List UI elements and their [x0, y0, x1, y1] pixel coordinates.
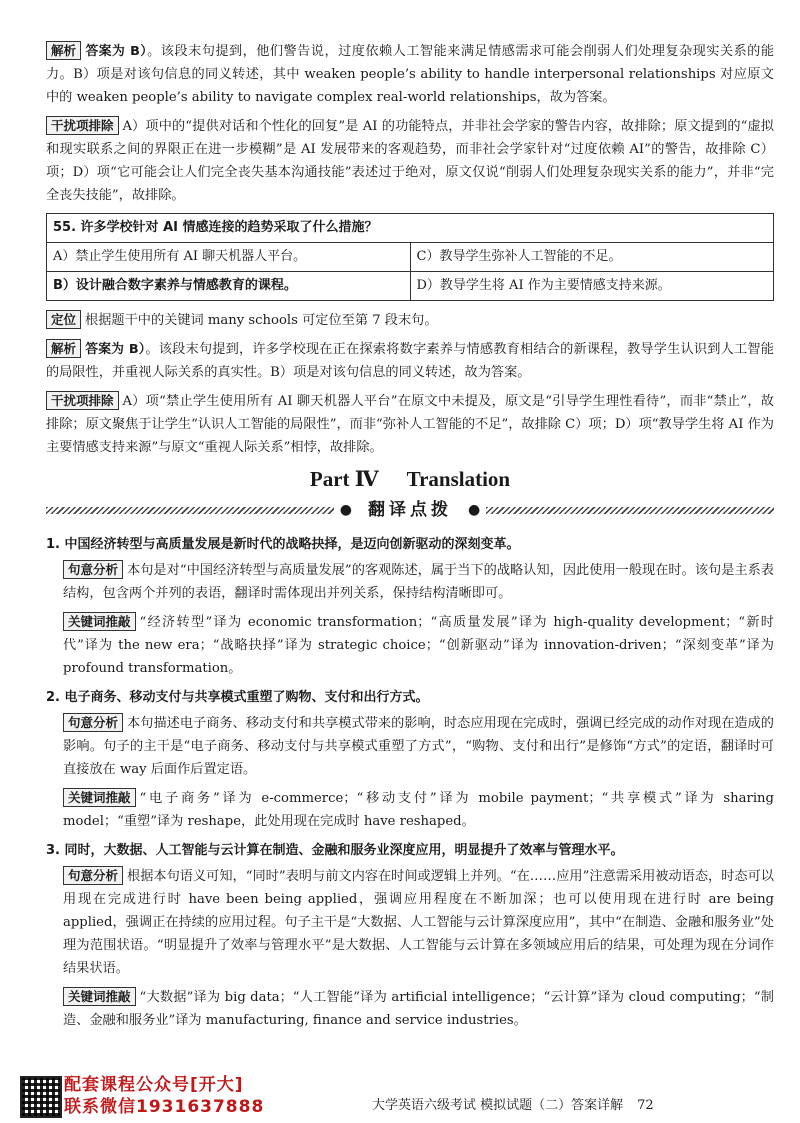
distractor-text: A）项“禁止学生使用所有 AI 聊天机器人平台”在原文中未提及，原文是“引导学生理性看待”，而非“禁止”，故排除；原文聚焦于让学生“认识人工智能的局限性”，而非“弥补人工智能的不足”，故排除 C）项；D）项“教导学生将 AI 作为主要情感支持来源”与原文“重视人际关系”相悖，故排除。 — [46, 394, 774, 455]
locate-text: 根据题干中的关键词 many schools 可定位至第 7 段末句。 — [85, 313, 438, 328]
question-55-table — [46, 213, 774, 301]
divider-stripe-right — [486, 507, 774, 514]
locate-tag: 定位 — [46, 310, 81, 329]
part-title: Translation — [406, 467, 511, 491]
q55-locate — [46, 309, 774, 332]
bullet-icon: ● — [468, 501, 481, 518]
question-55-stem: 55. 许多学校针对 AI 情感连接的趋势采取了什么措施？ — [47, 214, 774, 243]
item-keywords — [46, 986, 774, 1032]
promo-watermark-line2: 联系微信1931637888 — [64, 1097, 265, 1117]
keywords-tag: 关键词推敲 — [63, 788, 136, 807]
section-divider — [46, 497, 774, 523]
divider-stripe-left — [46, 507, 334, 514]
keywords-text: “大数据”译为 big data；“人工智能”译为 artificial intelligence；“云计算”译为 cloud computing；“制造、金融和服务业”译为 manufacturing, finance and service industries。 — [63, 990, 774, 1028]
option-d: D）教导学生将 AI 作为主要情感支持来源。 — [410, 272, 774, 301]
qr-code-icon — [20, 1076, 62, 1118]
promo-watermark-line1: 配套课程公众号[开大] — [64, 1075, 244, 1095]
q54-analysis — [46, 40, 774, 109]
keywords-text: “电子商务”译为 e-commerce；“移动支付”译为 mobile payment；“共享模式”译为 sharing model；“重塑”译为 reshape，此处用现在完成时 have reshaped。 — [63, 791, 774, 829]
analysis-text: 本句是对“中国经济转型与高质量发展”的客观陈述，属于当下的战略认知，因此使用一般现在时。该句是主系表结构，包含两个并列的表语，翻译时需体现出并列关系，保持结构清晰即可。 — [63, 563, 774, 601]
running-title: 大学英语六级考试 模拟试题（二）答案详解 — [372, 1098, 624, 1113]
answer-text: 答案为 B） — [85, 342, 146, 357]
part-label: Part Ⅳ — [309, 467, 379, 491]
bullet-icon: ● — [339, 501, 352, 518]
section-title: 翻译点拨 — [368, 499, 452, 520]
item-analysis — [46, 712, 774, 781]
keywords-tag: 关键词推敲 — [63, 612, 136, 631]
item-title: 2. 电子商务、移动支付与共享模式重塑了购物、支付和出行方式。 — [46, 690, 429, 705]
item-title: 3. 同时，大数据、人工智能与云计算在制造、金融和服务业深度应用，明显提升了效率与管理水平。 — [46, 843, 624, 858]
item-analysis — [46, 865, 774, 980]
keywords-text: “经济转型”译为 economic transformation；“高质量发展”译为 high-quality development；“新时代”译为 the new era；“战略抉择”译为 strategic choice；“创新驱动”译为 innovation-driven；“深刻变革”译为 profound transformation。 — [63, 615, 774, 676]
page-footer — [0, 1066, 800, 1123]
analysis-tag: 解析 — [46, 41, 81, 60]
analysis-tag: 解析 — [46, 339, 81, 358]
answer-text: 答案为 B） — [85, 44, 148, 59]
item-title: 1. 中国经济转型与高质量发展是新时代的战略抉择，是迈向创新驱动的深刻变革。 — [46, 537, 520, 552]
running-footer — [372, 1094, 654, 1117]
keywords-tag: 关键词推敲 — [63, 987, 136, 1006]
q54-distractor — [46, 115, 774, 207]
part-heading — [46, 465, 774, 493]
item-analysis — [46, 559, 774, 605]
page-number: 72 — [637, 1098, 654, 1113]
q55-distractor — [46, 390, 774, 459]
distractor-text: A）项中的“提供对话和个性化的回复”是 AI 的功能特点，并非社会学家的警告内容，故排除；原文提到的“虚拟和现实联系之间的界限正在进一步模糊”是 AI 发展带来的客观趋势，而非社会学家针对“过度依赖 AI”的警告，故排除 C）项；D）项“它可能会让人们完全丧失基本沟通技能”表述过于绝对，原文仅说“削弱人们处理复杂现实关系的能力”，并非“完全丧失技能”，故排除。 — [46, 119, 774, 203]
sentence-analysis-tag: 句意分析 — [63, 560, 123, 579]
analysis-text: 。该段末句提到，他们警告说，过度依赖人工智能来满足情感需求可能会削弱人们处理复杂现实关系的能力。B）项是对该句信息的同义转述，其中 weaken people’s ability to handle interpersonal relationships 对应原文中的 weaken people’s ability to navigate complex real-world relationships，故为答案。 — [46, 44, 775, 105]
analysis-text: 根据本句语义可知，“同时”表明与前文内容在时间或逻辑上并列。“在……应用”注意需采用被动语态，时态可以用现在完成进行时 have been being applied，强调应用程度在不断加深；也可以使用现在进行时 are being applied，强调正在持续的应用过程。句子主干是“大数据、人工智能与云计算深度应用”，其中“在制造、金融和服务业”处理为范围状语。“明显提升了效率与管理水平”是大数据、人工智能与云计算在多领域应用后的结果，可处理为现在分词作结果状语。 — [63, 869, 774, 976]
translation-item-1 — [46, 533, 774, 680]
option-c: C）教导学生弥补人工智能的不足。 — [410, 243, 774, 272]
translation-item-2 — [46, 686, 774, 833]
sentence-analysis-tag: 句意分析 — [63, 866, 123, 885]
document-page — [46, 40, 774, 1038]
option-b-correct: B）设计融合数字素养与情感教育的课程。 — [47, 272, 411, 301]
distractor-tag: 干扰项排除 — [46, 391, 119, 410]
analysis-text: 。该段末句提到，许多学校现在正在探索将数字素养与情感教育相结合的新课程，教导学生认识到人工智能的局限性，并重视人际关系的真实性。B）项是对该句信息的同义转述，故为答案。 — [46, 342, 774, 380]
option-a: A）禁止学生使用所有 AI 聊天机器人平台。 — [47, 243, 411, 272]
item-keywords — [46, 611, 774, 680]
q55-analysis — [46, 338, 774, 384]
distractor-tag: 干扰项排除 — [46, 116, 119, 135]
translation-item-3 — [46, 839, 774, 1032]
item-keywords — [46, 787, 774, 833]
sentence-analysis-tag: 句意分析 — [63, 713, 123, 732]
analysis-text: 本句描述电子商务、移动支付和共享模式带来的影响，时态应用现在完成时，强调已经完成的动作对现在造成的影响。句子的主干是“电子商务、移动支付与共享模式重塑了方式”，“购物、支付和出行”是修饰“方式”的定语，翻译时可直接放在 way 后面作后置定语。 — [63, 716, 774, 777]
